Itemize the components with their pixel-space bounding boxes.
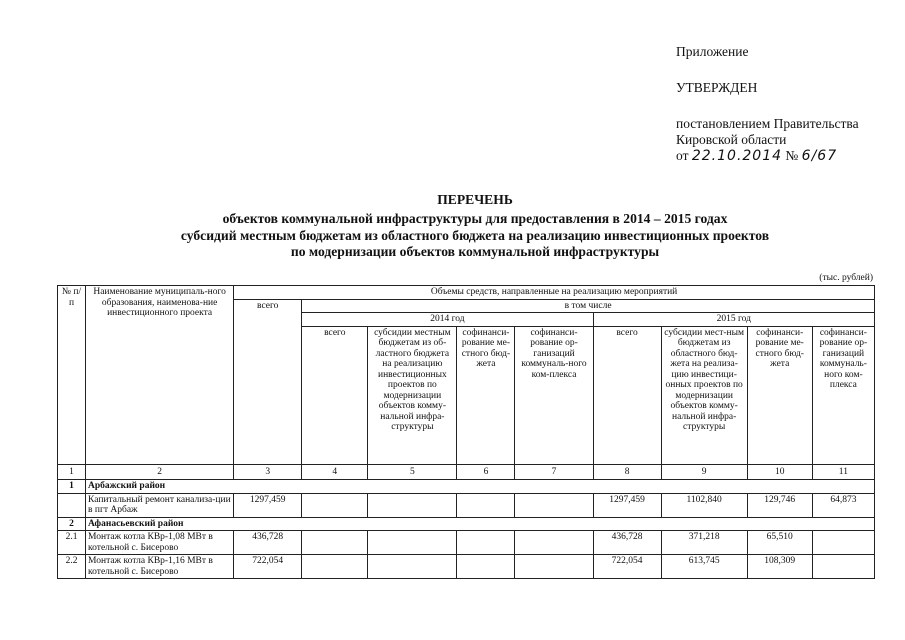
cell-subsidy-2015: 371,218 [661, 531, 747, 555]
header-cofin-org-2014: софинанси-рование ор-ганизаций коммуналь-ного ком-плекса [515, 326, 593, 464]
cell-cofin-budget-2015: 108,309 [747, 555, 812, 579]
column-number-row [58, 464, 875, 480]
column-number: 11 [812, 464, 874, 480]
row-num: 2 [58, 517, 86, 531]
section-row [58, 480, 875, 494]
cell-cofin-budget-2015: 129,746 [747, 493, 812, 517]
cell-cofin-org-2015: 64,873 [812, 493, 874, 517]
cell-total: 1297,459 [234, 493, 302, 517]
cell-cofin-budget-2014 [457, 531, 515, 555]
projects-table [57, 285, 875, 579]
header-cofin-org-2015: софинанси-рование ор-ганизаций коммуналь-ного ком-плекса [812, 326, 874, 464]
cell-cofin-org-2014 [515, 555, 593, 579]
column-number: 8 [593, 464, 661, 480]
cell-cofin-org-2014 [515, 493, 593, 517]
header-num: № п/п [58, 286, 86, 465]
cell-cofin-budget-2014 [457, 555, 515, 579]
section-name: Арбажский район [86, 480, 875, 494]
row-num: 1 [58, 480, 86, 494]
table-row [58, 555, 875, 579]
column-number: 2 [86, 464, 234, 480]
cell-total-2015: 722,054 [593, 555, 661, 579]
cell-cofin-org-2014 [515, 531, 593, 555]
column-number: 5 [368, 464, 457, 480]
handwritten-number: 6/67 [801, 148, 838, 164]
header-total-2015: всего [593, 326, 661, 464]
title-heading: ПЕРЕЧЕНЬ [437, 192, 513, 207]
row-num: 2.2 [58, 555, 86, 579]
cell-total-2014 [302, 531, 368, 555]
header-total-2014: всего [302, 326, 368, 464]
cell-total: 436,728 [234, 531, 302, 555]
cell-cofin-org-2015 [812, 555, 874, 579]
date-line [676, 148, 896, 164]
number-prefix: № [785, 148, 799, 163]
cell-cofin-budget-2014 [457, 493, 515, 517]
project-name: Монтаж котла КВр-1,16 МВт в котельной с. Бисерово [86, 555, 234, 579]
column-number: 1 [58, 464, 86, 480]
column-number: 6 [457, 464, 515, 480]
title-line-2: субсидий местным бюджетам из областного бюджета на реализацию инвестиционных проектов [180, 227, 770, 243]
column-number: 4 [302, 464, 368, 480]
cell-cofin-budget-2015: 65,510 [747, 531, 812, 555]
approved-label: УТВЕРЖДЕН [676, 80, 758, 95]
header-year-2015: 2015 год [593, 313, 874, 327]
row-num [58, 493, 86, 517]
header-subsidy-2015: субсидии мест-ным бюджетам из областного бюд-жета на реализа-цию инвестици-онных проектов по модернизации объектов комму-нальной инфра-структуры [661, 326, 747, 464]
row-num: 2.1 [58, 531, 86, 555]
header-name: Наименование муниципаль-ного образования, наименова-ние инвестиционного проекта [86, 286, 234, 465]
header-cofin-budget-2015: софинанси-рование ме-стного бюд-жета [747, 326, 812, 464]
header-year-2014: 2014 год [302, 313, 593, 327]
header-row-1 [58, 286, 875, 300]
date-prefix: от [676, 148, 689, 163]
title-line-1: объектов коммунальной инфраструктуры для предоставления в 2014 – 2015 годах [222, 210, 728, 226]
project-name: Монтаж котла КВр-1,08 МВт в котельной с. Бисерово [86, 531, 234, 555]
table-row [58, 531, 875, 555]
section-row [58, 517, 875, 531]
column-number: 9 [661, 464, 747, 480]
project-name: Капитальный ремонт канализа-ции в пгт Арбаж [86, 493, 234, 517]
column-number: 7 [515, 464, 593, 480]
cell-subsidy-2014 [368, 531, 457, 555]
column-number: 3 [234, 464, 302, 480]
cell-total-2015: 436,728 [593, 531, 661, 555]
cell-subsidy-2014 [368, 493, 457, 517]
cell-subsidy-2015: 1102,840 [661, 493, 747, 517]
title-line-3: по модернизации объектов коммунальной инфраструктуры [290, 244, 660, 260]
table-row [58, 493, 875, 517]
header-total: всего [234, 299, 302, 464]
region-label: Кировской области [676, 132, 787, 147]
column-number: 10 [747, 464, 812, 480]
appendix-label: Приложение [676, 44, 749, 59]
resolution-label: постановлением Правительства [676, 116, 859, 131]
header-cofin-budget-2014: софинанси-рование ме-стного бюд-жета [457, 326, 515, 464]
header-subsidy-2014: субсидии местным бюджетам из об-ластного бюджета на реализацию инвестиционных проектов по модернизации объектов комму-нальной инфра-структуры [368, 326, 457, 464]
cell-total: 722,054 [234, 555, 302, 579]
cell-total-2014 [302, 555, 368, 579]
unit-label: (тыс. рублей) [819, 273, 873, 283]
cell-subsidy-2014 [368, 555, 457, 579]
cell-subsidy-2015: 613,745 [661, 555, 747, 579]
cell-total-2015: 1297,459 [593, 493, 661, 517]
header-volumes: Объемы средств, направленные на реализацию мероприятий [234, 286, 875, 300]
header-including: в том числе [302, 299, 875, 313]
approval-block [676, 44, 896, 164]
document-title [100, 192, 850, 261]
handwritten-date: 22.10.2014 [691, 148, 783, 164]
section-name: Афанасьевский район [86, 517, 875, 531]
cell-total-2014 [302, 493, 368, 517]
cell-cofin-org-2015 [812, 531, 874, 555]
